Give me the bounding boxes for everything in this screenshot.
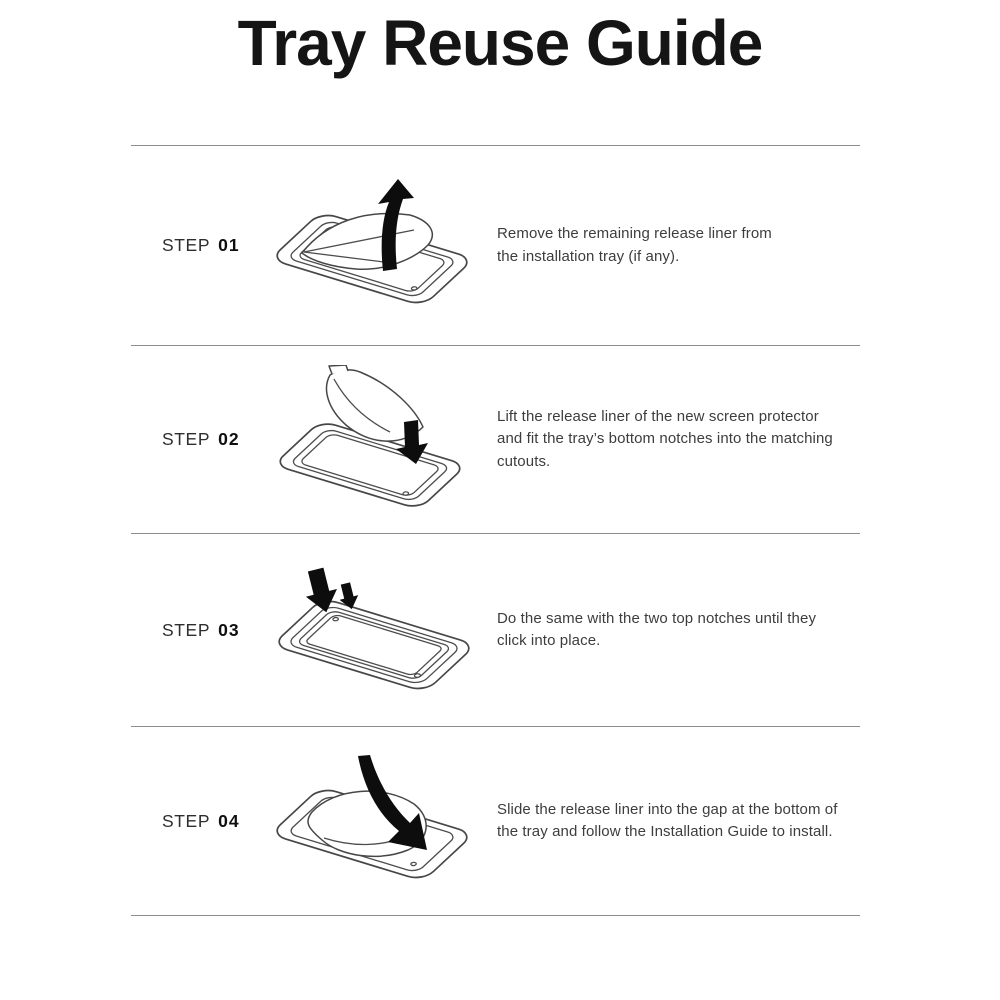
release-liner-sheet [302,213,432,269]
description-line: Slide the release liner into the gap at the bottom of [497,800,838,818]
description-line: Do the same with the two top notches until they [497,609,817,627]
description-line: the installation tray (if any). [497,247,680,265]
step-word: STEP [162,235,211,255]
step-row-01 [131,145,860,345]
step-04-description [497,799,859,844]
step-02-description [497,406,859,474]
step-03-illustration [271,555,481,705]
installation-tray-outline [272,598,476,692]
description-line: and fit the tray’s bottom notches into the matching [497,430,833,448]
empty-tray-drawing [271,555,481,705]
step-04-illustration [271,746,481,896]
steps-list [131,145,860,916]
description-line: Lift the release liner of the new screen protector [497,407,819,425]
step-row-02 [131,345,860,533]
step-number: 01 [218,235,240,255]
step-word: STEP [162,429,211,449]
step-04-label [131,811,271,832]
tray-slide-liner-drawing [271,746,481,896]
tray-peel-liner-drawing [271,171,481,321]
step-02-label [131,429,271,450]
description-line: Remove the remaining release liner from [497,225,772,242]
step-01-label [131,235,271,256]
page-title: Tray Reuse Guide [237,7,763,79]
step-01-description [497,223,859,268]
description-line: the tray and follow the Installation Guide to install. [497,823,833,840]
step-03-label [131,620,271,641]
description-line: cutouts. [497,452,551,470]
step-word: STEP [162,619,211,640]
step-02-illustration [271,365,481,515]
small-down-arrow-icon [336,581,361,611]
tray-fit-bottom-notches-drawing [271,365,481,515]
step-number: 04 [218,810,240,831]
step-number: 03 [218,619,240,640]
down-arrow-icon [300,566,342,616]
description-line: click into place. [497,632,601,649]
step-row-03 [131,533,860,726]
step-01-illustration [271,171,481,321]
step-word: STEP [162,810,211,831]
step-number: 02 [218,429,240,449]
step-03-description [497,608,859,653]
step-row-04 [131,726,860,916]
